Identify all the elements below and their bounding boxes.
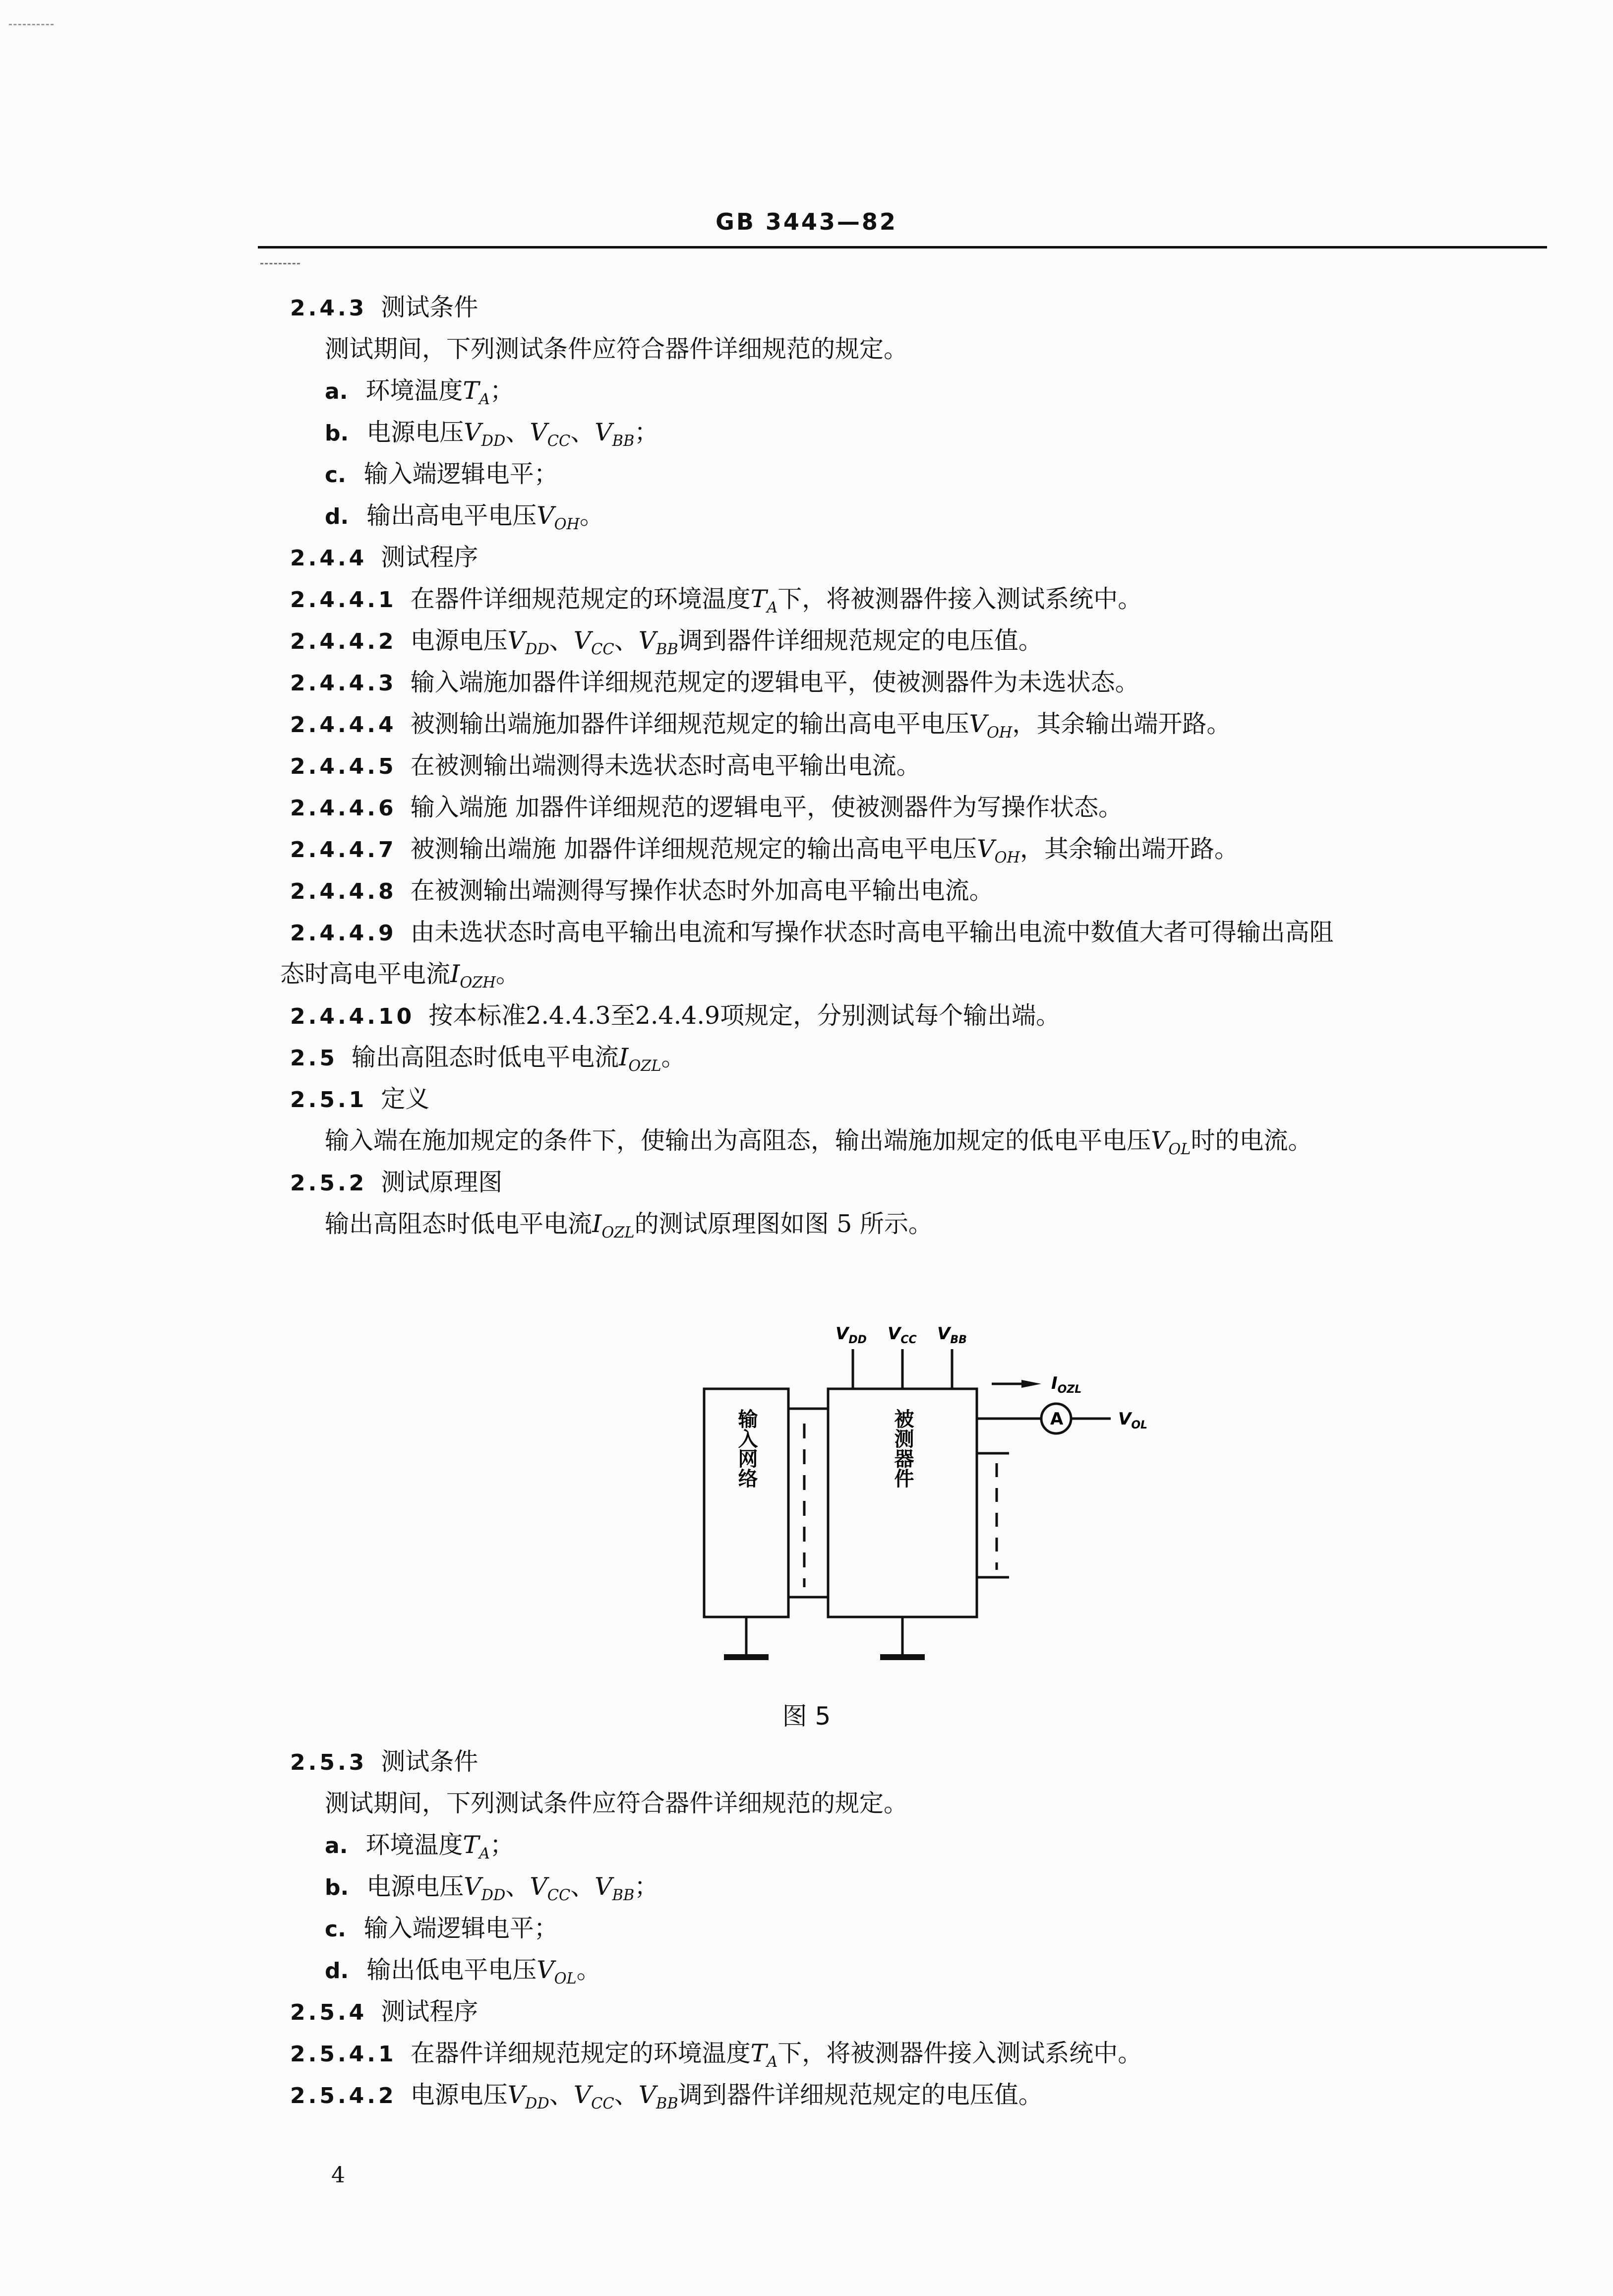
condition-item: b. 电源电压$V_{DD}$、$V_{CC}$、$V_{BB}$； [325, 418, 659, 450]
supply-label-vbb: $V_{BB}$ [937, 1324, 967, 1346]
input-network-label: 输入网络 [735, 1409, 758, 1488]
section-heading-2-4-4: 2.4.4 测试程序 [290, 543, 478, 571]
ground-symbol [724, 1654, 769, 1660]
standard-code-header: GB 3443—82 [716, 208, 897, 235]
ground-symbol [880, 1654, 925, 1660]
page-number: 4 [331, 2163, 345, 2188]
procedure-step: 2.5.4.1 在器件详细规范规定的环境温度$T_A$下，将被测器件接入测试系统中。 [290, 2039, 1142, 2071]
section-heading-2-5: 2.5 输出高阻态时低电平电流$I_{OZL}$。 [290, 1043, 686, 1075]
procedure-step: 2.4.4.4 被测输出端施加器件详细规范规定的输出高电平电压$V_{OH}$，其余输出端开路。 [290, 710, 1231, 742]
condition-item: d. 输出高电平电压$V_{OH}$。 [325, 501, 604, 533]
condition-item: a. 环境温度$T_A$； [325, 1831, 515, 1862]
header-rule [258, 246, 1547, 248]
dut-label: 被测器件 [891, 1409, 914, 1488]
procedure-step: 2.4.4.9 由未选状态时高电平输出电流和写操作状态时高电平输出电流中数值大者可得输出高阻 [290, 918, 1334, 946]
definition-text: 输入端在施加规定的条件下，使输出为高阻态，输出端施加规定的低电平电压$V_{OL}$时的电流。 [325, 1126, 1313, 1158]
figure-caption: 图 5 [782, 1702, 831, 1731]
section-heading-2-5-2: 2.5.2 测试原理图 [290, 1168, 503, 1196]
scan-dots [260, 263, 300, 264]
figure-reference-text: 输出高阻态时低电平电流$I_{OZL}$的测试原理图如图 5 所示。 [325, 1210, 933, 1241]
procedure-step: 2.4.4.6 输入端施 加器件详细规范的逻辑电平，使被测器件为写操作状态。 [290, 793, 1123, 821]
supply-label-vcc: $V_{CC}$ [888, 1324, 917, 1346]
scan-specks [9, 24, 54, 25]
test-circuit-diagram [645, 1290, 1240, 1696]
procedure-step: 2.4.4.8 在被测输出端测得写操作状态时外加高电平输出电流。 [290, 876, 994, 905]
procedure-step: 2.5.4.2 电源电压$V_{DD}$、$V_{CC}$、$V_{BB}$调到器件详细规范规定的电压值。 [290, 2081, 1043, 2112]
condition-item: c. 输入端逻辑电平； [325, 460, 558, 488]
condition-item: b. 电源电压$V_{DD}$、$V_{CC}$、$V_{BB}$； [325, 1872, 659, 1904]
supply-label-vdd: $V_{DD}$ [836, 1324, 867, 1346]
current-label: $I_{OZL}$ [1051, 1373, 1082, 1396]
condition-item: d. 输出低电平电压$V_{OL}$。 [325, 1956, 601, 1987]
procedure-step: 2.4.4.1 在器件详细规范规定的环境温度$T_A$下，将被测器件接入测试系统中。 [290, 585, 1142, 617]
ammeter-label: A [1050, 1409, 1064, 1429]
condition-item: a. 环境温度$T_A$； [325, 376, 515, 408]
section-heading-2-5-1: 2.5.1 定义 [290, 1085, 430, 1113]
procedure-step: 2.4.4.5 在被测输出端测得未选状态时高电平输出电流。 [290, 751, 921, 780]
section-heading-2-5-4: 2.5.4 测试程序 [290, 1997, 478, 2026]
voltage-label: $V_{OL}$ [1118, 1409, 1148, 1431]
procedure-step-continuation: 态时高电平电流$I_{OZH}$。 [280, 960, 520, 992]
procedure-step: 2.4.4.3 输入端施加器件详细规范规定的逻辑电平，使被测器件为未选状态。 [290, 668, 1139, 696]
procedure-step: 2.4.4.2 电源电压$V_{DD}$、$V_{CC}$、$V_{BB}$调到器件详细规范规定的电压值。 [290, 626, 1043, 658]
section-heading-2-5-3: 2.5.3 测试条件 [290, 1747, 478, 1776]
section-intro: 测试期间，下列测试条件应符合器件详细规范的规定。 [325, 335, 908, 363]
section-intro: 测试期间，下列测试条件应符合器件详细规范的规定。 [325, 1789, 908, 1817]
section-heading-2-4-3: 2.4.3 测试条件 [290, 293, 478, 321]
procedure-step: 2.4.4.7 被测输出端施 加器件详细规范规定的输出高电平电压$V_{OH}$，其余输出端开路。 [290, 835, 1239, 867]
condition-item: c. 输入端逻辑电平； [325, 1914, 558, 1942]
procedure-step: 2.4.4.10 按本标准2.4.4.3至2.4.4.9项规定，分别测试每个输出端。 [290, 1001, 1061, 1030]
